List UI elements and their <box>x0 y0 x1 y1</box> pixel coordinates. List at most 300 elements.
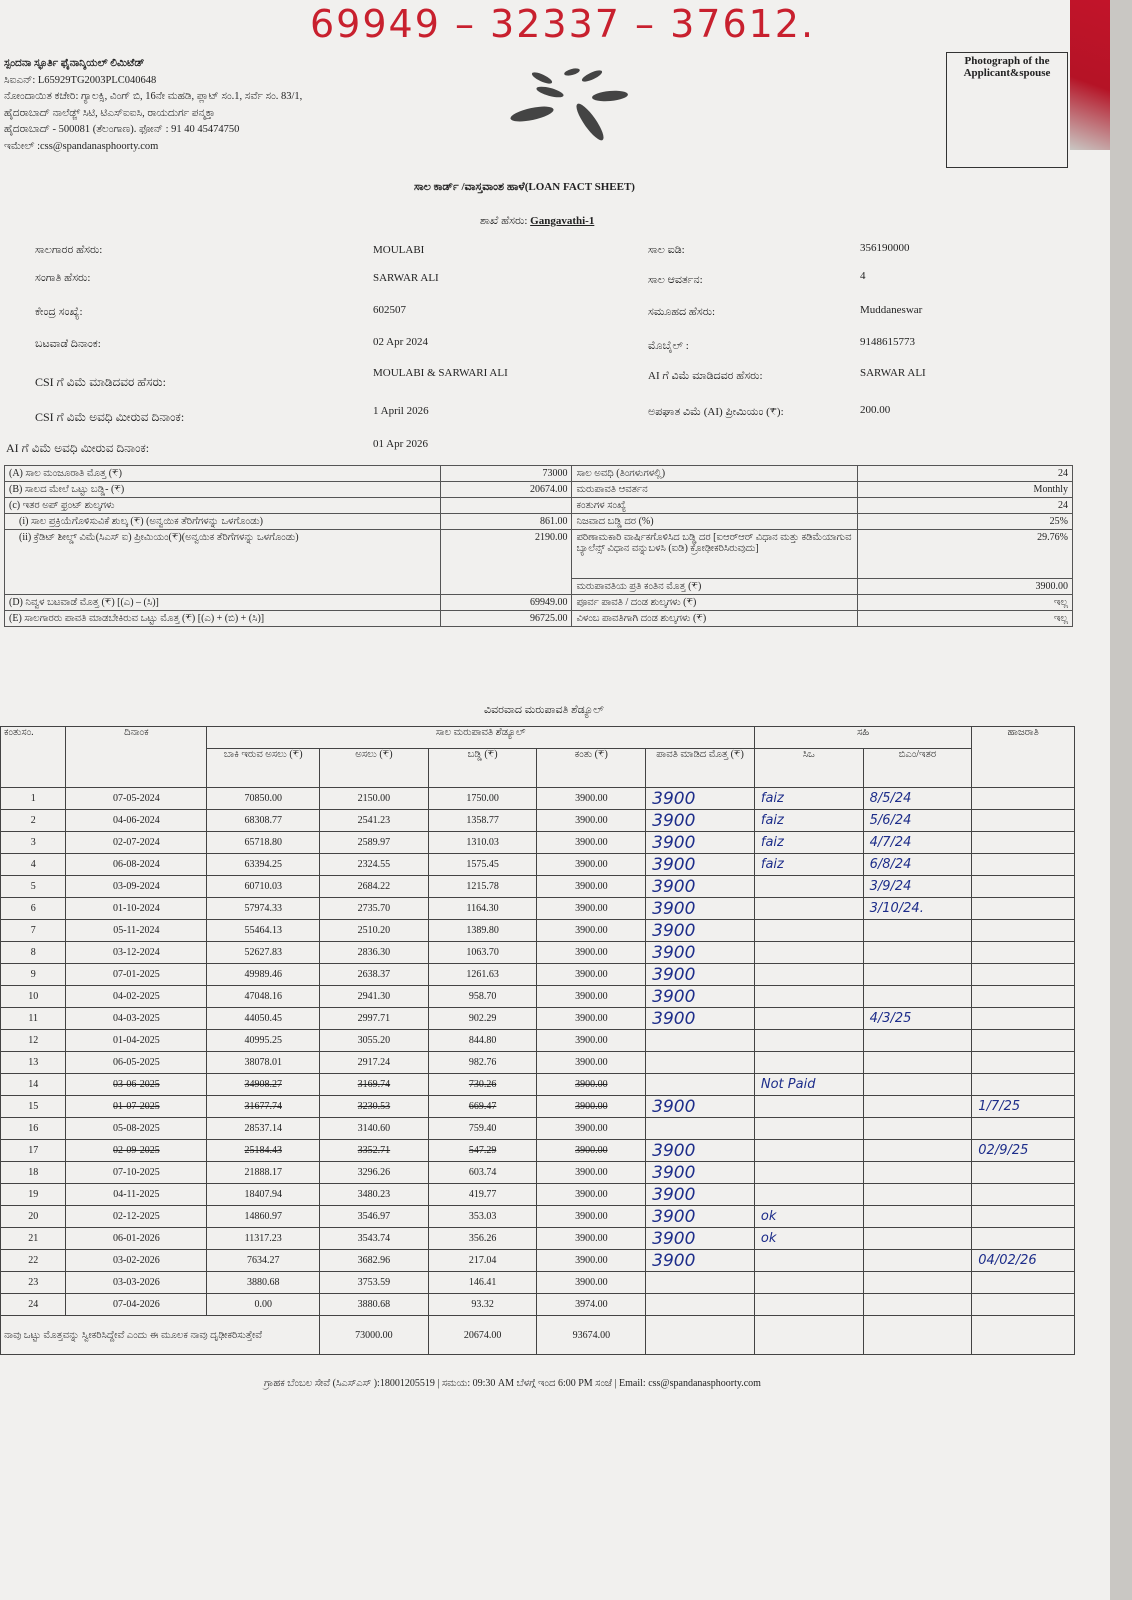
schedule-row <box>1 1294 1075 1316</box>
co-signature: faiz <box>754 832 863 854</box>
installment-amount: 3900.00 <box>537 810 646 832</box>
installment-date: 06-01-2026 <box>66 1228 207 1250</box>
installment-number: 16 <box>1 1118 66 1140</box>
installment-date: 03-03-2026 <box>66 1272 207 1294</box>
paid-amount: 3900 <box>646 832 755 854</box>
paid-amount <box>646 1294 755 1316</box>
interest-amount: 1575.45 <box>428 854 537 876</box>
interest-rate-value: 25% <box>858 514 1073 530</box>
installment-amount: 3900.00 <box>537 1250 646 1272</box>
co-signature <box>754 898 863 920</box>
borrower-name-value: MOULABI <box>373 244 425 256</box>
balance-principal: 49989.46 <box>207 964 320 986</box>
principal-amount: 2735.70 <box>320 898 429 920</box>
bm-signature <box>863 986 972 1008</box>
balance-principal: 40995.25 <box>207 1030 320 1052</box>
installment-number: 5 <box>1 876 66 898</box>
interest-amount: 759.40 <box>428 1118 537 1140</box>
branch-name: Gangavathi-1 <box>530 215 595 227</box>
installment-date: 02-07-2024 <box>66 832 207 854</box>
paid-amount: 3900 <box>646 1250 755 1272</box>
principal-amount: 2150.00 <box>320 788 429 810</box>
bm-signature: 6/8/24 <box>863 854 972 876</box>
date-header: ದಿನಾಂಕ <box>66 727 207 788</box>
bm-signature <box>863 942 972 964</box>
principal-amount: 3880.68 <box>320 1294 429 1316</box>
schedule-row <box>1 1096 1075 1118</box>
balance-principal: 55464.13 <box>207 920 320 942</box>
installment-number: 11 <box>1 1008 66 1030</box>
principal-amount: 2324.55 <box>320 854 429 876</box>
co-signature <box>754 1030 863 1052</box>
installment-amount: 3900.00 <box>537 1096 646 1118</box>
attendance-mark <box>972 1074 1075 1096</box>
interest-amount: 603.74 <box>428 1162 537 1184</box>
csi-insured-label: CSI ಗೆ ವಿಮೆ ಮಾಡಿದವರ ಹೆಸರು: <box>35 375 166 389</box>
installment-number: 3 <box>1 832 66 854</box>
installment-amount: 3900.00 <box>537 986 646 1008</box>
effective-rate-label: ಪರಿಣಾಮಕಾರಿ ವಾರ್ಷಿಕಗೊಳಿಸಿದ ಬಡ್ಡಿ ದರ [ಐಆರ್‌ಆರ್ ವಿಧಾನ ಮತ್ತು ಕಡಿಮೆಯಾಗುವ ಬ್ಯಾಲೆನ್ಸ್ ವಿಧಾನ ವನ್ನುಬಳಸಿ (ಐಡಿ) ಕ್ರೋಢೀಕರಿಸಿರುವುದು] <box>572 530 858 579</box>
schedule-row <box>1 1140 1075 1162</box>
installment-date: 07-01-2025 <box>66 964 207 986</box>
co-signature <box>754 964 863 986</box>
schedule-row <box>1 1008 1075 1030</box>
principal-amount: 2541.23 <box>320 810 429 832</box>
branch-label: ಶಾಖೆ ಹೆಸರು: <box>480 215 528 227</box>
balance-principal: 52627.83 <box>207 942 320 964</box>
csi-expiry-value: 1 April 2026 <box>373 405 429 417</box>
prepayment-charges-value: ಇಲ್ಲ <box>858 595 1073 611</box>
principal-amount: 2684.22 <box>320 876 429 898</box>
balance-principal: 18407.94 <box>207 1184 320 1206</box>
group-name-value: Muddaneswar <box>860 304 923 316</box>
balance-principal: 28537.14 <box>207 1118 320 1140</box>
paid-amount: 3900 <box>646 1184 755 1206</box>
installment-amount: 3900.00 <box>537 832 646 854</box>
bm-signature <box>863 1294 972 1316</box>
paid-amount: 3900 <box>646 898 755 920</box>
installment-date: 04-06-2024 <box>66 810 207 832</box>
disbursement-date-value: 02 Apr 2024 <box>373 336 428 348</box>
installment-number: 24 <box>1 1294 66 1316</box>
schedule-title: ವಿವರವಾದ ಮರುಪಾವತಿ ಶೆಡ್ಯೂಲ್ <box>484 704 604 716</box>
schedule-row <box>1 832 1075 854</box>
installment-number: 14 <box>1 1074 66 1096</box>
attendance-mark: 1/7/25 <box>972 1096 1075 1118</box>
installment-date: 03-09-2024 <box>66 876 207 898</box>
balance-principal: 63394.25 <box>207 854 320 876</box>
prepayment-charges-label: ಪೂರ್ವ ಪಾವತಿ / ದಂಡ ಶುಲ್ಕಗಳು (₹) <box>572 595 858 611</box>
installment-amount: 3900.00 <box>537 942 646 964</box>
principal-amount: 3753.59 <box>320 1272 429 1294</box>
loan-id-value: 356190000 <box>860 242 910 254</box>
co-signature: faiz <box>754 854 863 876</box>
principal-amount: 3296.26 <box>320 1162 429 1184</box>
installment-number: 23 <box>1 1272 66 1294</box>
repayment-frequency-value: Monthly <box>858 482 1073 498</box>
balance-principal: 11317.23 <box>207 1228 320 1250</box>
installments-count-value: 24 <box>858 498 1073 514</box>
paid-amount: 3900 <box>646 1008 755 1030</box>
attendance-mark <box>972 1118 1075 1140</box>
installment-date: 07-10-2025 <box>66 1162 207 1184</box>
paid-amount: 3900 <box>646 788 755 810</box>
total-interest-label: (B) ಸಾಲದ ಮೇಲೆ ಒಟ್ಟು ಬಡ್ಡಿ- (₹) <box>5 482 441 498</box>
schedule-row <box>1 1272 1075 1294</box>
interest-amount: 669.47 <box>428 1096 537 1118</box>
summary-row <box>5 466 1073 482</box>
ai-premium-value: 200.00 <box>860 404 891 416</box>
totals-empty-cell <box>646 1316 755 1355</box>
paid-amount <box>646 1074 755 1096</box>
bm-signature <box>863 1140 972 1162</box>
totals-empty-cell <box>972 1316 1075 1355</box>
center-number-label: ಕೇಂದ್ರ ಸಂಖ್ಯೆ: <box>35 306 83 318</box>
installment-date: 06-08-2024 <box>66 854 207 876</box>
co-signature <box>754 1140 863 1162</box>
company-header <box>4 56 302 155</box>
installment-amount: 3900.00 <box>537 964 646 986</box>
schedule-row <box>1 898 1075 920</box>
bm-signature: 8/5/24 <box>863 788 972 810</box>
center-number-value: 602507 <box>373 304 406 316</box>
installment-amount: 3900.00 <box>537 1272 646 1294</box>
schedule-row <box>1 1162 1075 1184</box>
attendance-mark: 04/02/26 <box>972 1250 1075 1272</box>
total-principal: 73000.00 <box>320 1316 429 1355</box>
balance-principal: 25184.43 <box>207 1140 320 1162</box>
attendance-mark <box>972 854 1075 876</box>
schedule-row <box>1 788 1075 810</box>
co-signature: faiz <box>754 788 863 810</box>
ai-insured-value: SARWAR ALI <box>860 367 926 379</box>
interest-amount: 982.76 <box>428 1052 537 1074</box>
company-cin: ಸಿಐಎನ್: L65929TG2003PLC040648 <box>4 74 157 86</box>
paid-amount: 3900 <box>646 942 755 964</box>
balance-principal: 47048.16 <box>207 986 320 1008</box>
bm-signature <box>863 1206 972 1228</box>
co-signature <box>754 1118 863 1140</box>
balance-header: ಬಾಕಿ ಇರುವ ಅಸಲು (₹) <box>207 749 320 788</box>
interest-amount: 419.77 <box>428 1184 537 1206</box>
installment-amount: 3900.00 <box>537 1140 646 1162</box>
installment-number: 12 <box>1 1030 66 1052</box>
interest-amount: 1358.77 <box>428 810 537 832</box>
document-title: ಸಾಲ ಕಾರ್ಡ್ /ವಾಸ್ತವಾಂಶ ಹಾಳೆ(LOAN FACT SHEET) <box>414 181 635 193</box>
co-signature <box>754 942 863 964</box>
ai-premium-label: ಅಪಘಾತ ವಿಮೆ (AI) ಪ್ರೀಮಿಯಂ (₹): <box>648 406 784 418</box>
co-signature <box>754 1294 863 1316</box>
emi-amount-value: 3900.00 <box>858 579 1073 595</box>
co-signature: faiz <box>754 810 863 832</box>
principal-amount: 3230.53 <box>320 1096 429 1118</box>
attendance-mark <box>972 1206 1075 1228</box>
summary-row <box>5 530 1073 579</box>
installment-amount: 3900.00 <box>537 898 646 920</box>
attendance-mark <box>972 942 1075 964</box>
paid-amount: 3900 <box>646 854 755 876</box>
csi-premium-value: 2190.00 <box>440 530 572 595</box>
paid-amount <box>646 1030 755 1052</box>
paid-amount: 3900 <box>646 1228 755 1250</box>
principal-amount: 3546.97 <box>320 1206 429 1228</box>
installment-number: 17 <box>1 1140 66 1162</box>
balance-principal: 68308.77 <box>207 810 320 832</box>
paid-amount: 3900 <box>646 1140 755 1162</box>
mobile-value: 9148615773 <box>860 336 915 348</box>
background-red-cloth <box>1070 0 1110 150</box>
repayment-schedule-table <box>0 726 1075 1355</box>
paid-amount: 3900 <box>646 986 755 1008</box>
principal-amount: 2836.30 <box>320 942 429 964</box>
interest-amount: 547.29 <box>428 1140 537 1162</box>
interest-amount: 1389.80 <box>428 920 537 942</box>
schedule-row <box>1 1206 1075 1228</box>
attendance-mark <box>972 810 1075 832</box>
schedule-row <box>1 1052 1075 1074</box>
principal-amount: 2997.71 <box>320 1008 429 1030</box>
company-name: ಸ್ಪಂದನಾ ಸ್ಫೂರ್ತಿ ಫೈನಾನ್ಶಿಯಲ್ ಲಿಮಿಟೆಡ್ <box>4 58 145 69</box>
co-signature: Not Paid <box>754 1074 863 1096</box>
installment-number-header: ಕಂತುಸಂ. <box>1 727 66 788</box>
installment-date: 07-04-2026 <box>66 1294 207 1316</box>
installment-amount: 3900.00 <box>537 1118 646 1140</box>
attendance-mark <box>972 1162 1075 1184</box>
paid-amount: 3900 <box>646 1096 755 1118</box>
bm-signature <box>863 920 972 942</box>
schedule-row <box>1 1118 1075 1140</box>
sanction-amount-value: 73000 <box>440 466 572 482</box>
total-payable-value: 96725.00 <box>440 611 572 627</box>
installment-number: 2 <box>1 810 66 832</box>
installment-number: 15 <box>1 1096 66 1118</box>
schedule-group-header: ಸಾಲ ಮರುಪಾವತಿ ಶೆಡ್ಯೂಲ್ <box>207 727 755 749</box>
schedule-row <box>1 920 1075 942</box>
principal-amount: 3682.96 <box>320 1250 429 1272</box>
company-email: ಇಮೇಲ್ :css@spandanasphoorty.com <box>4 140 159 152</box>
installment-date: 05-11-2024 <box>66 920 207 942</box>
installment-date: 01-07-2025 <box>66 1096 207 1118</box>
installment-date: 03-06-2025 <box>66 1074 207 1096</box>
schedule-row <box>1 854 1075 876</box>
principal-amount: 2941.30 <box>320 986 429 1008</box>
installment-number: 6 <box>1 898 66 920</box>
co-signature: ok <box>754 1206 863 1228</box>
installment-amount: 3900.00 <box>537 854 646 876</box>
total-interest: 20674.00 <box>428 1316 537 1355</box>
effective-rate-value: 29.76% <box>858 530 1073 579</box>
bm-signature <box>863 1162 972 1184</box>
installment-amount: 3900.00 <box>537 1228 646 1250</box>
late-payment-charges-value: ಇಲ್ಲ <box>858 611 1073 627</box>
co-signature <box>754 1184 863 1206</box>
installment-number: 8 <box>1 942 66 964</box>
interest-amount: 844.80 <box>428 1030 537 1052</box>
schedule-row <box>1 986 1075 1008</box>
schedule-row <box>1 1184 1075 1206</box>
paid-amount: 3900 <box>646 1162 755 1184</box>
other-charges-label: (c) ಇತರ ಅಪ್ ಫ್ರಂಟ್ ಶುಲ್ಕಗಳು <box>5 498 441 514</box>
installment-number: 10 <box>1 986 66 1008</box>
installment-number: 13 <box>1 1052 66 1074</box>
principal-amount: 3543.74 <box>320 1228 429 1250</box>
balance-principal: 3880.68 <box>207 1272 320 1294</box>
installment-amount: 3900.00 <box>537 1052 646 1074</box>
interest-amount: 1261.63 <box>428 964 537 986</box>
schedule-totals-row <box>1 1316 1075 1355</box>
installment-number: 18 <box>1 1162 66 1184</box>
schedule-row <box>1 1250 1075 1272</box>
loan-term-label: ಸಾಲ ಅವಧಿ (ತಿಂಗಳುಗಳಲ್ಲಿ) <box>572 466 858 482</box>
bm-signature <box>863 1228 972 1250</box>
principal-amount: 3055.20 <box>320 1030 429 1052</box>
bm-signature <box>863 1184 972 1206</box>
interest-amount: 1215.78 <box>428 876 537 898</box>
installment-date: 04-02-2025 <box>66 986 207 1008</box>
schedule-row <box>1 1030 1075 1052</box>
totals-empty-cell <box>863 1316 972 1355</box>
loan-term-value: 24 <box>858 466 1073 482</box>
interest-rate-label: ನಿಜವಾದ ಬಡ್ಡಿ ದರ (%) <box>572 514 858 530</box>
signature-header: ಸಹಿ <box>754 727 971 749</box>
interest-amount: 902.29 <box>428 1008 537 1030</box>
attendance-mark <box>972 876 1075 898</box>
principal-header: ಅಸಲು (₹) <box>320 749 429 788</box>
bm-signature <box>863 1096 972 1118</box>
bm-signature: 3/9/24 <box>863 876 972 898</box>
co-signature <box>754 1162 863 1184</box>
bm-signature <box>863 1052 972 1074</box>
late-payment-charges-label: ವಿಳಂಬ ಪಾವತಿಗಾಗಿ ದಂಡ ಶುಲ್ಕಗಳು (₹) <box>572 611 858 627</box>
sanction-amount-label: (A) ಸಾಲ ಮಂಜೂರಾತಿ ಮೊತ್ತ (₹) <box>5 466 441 482</box>
installment-amount: 3900.00 <box>537 1206 646 1228</box>
paid-amount: 3900 <box>646 920 755 942</box>
installment-number: 7 <box>1 920 66 942</box>
paid-amount: 3900 <box>646 964 755 986</box>
photo-box-label: Photograph of the Applicant&spouse <box>963 55 1051 79</box>
attendance-mark <box>972 1052 1075 1074</box>
co-signature <box>754 1008 863 1030</box>
totals-confirmation-label: ನಾವು ಒಟ್ಟು ಮೊತ್ತವನ್ನು ಸ್ವೀಕರಿಸಿದ್ದೇವೆ ಎಂದು ಈ ಮೂಲಕ ನಾವು ದೃಢೀಕರಿಸುತ್ತೇವೆ <box>1 1316 320 1355</box>
paid-amount <box>646 1118 755 1140</box>
attendance-mark: 02/9/25 <box>972 1140 1075 1162</box>
repayment-frequency-label: ಮರುಪಾವತಿ ಆವರ್ತನ <box>572 482 858 498</box>
attendance-mark <box>972 1294 1075 1316</box>
interest-amount: 1310.03 <box>428 832 537 854</box>
installment-date: 01-04-2025 <box>66 1030 207 1052</box>
attendance-mark <box>972 1030 1075 1052</box>
installment-amount: 3900.00 <box>537 920 646 942</box>
balance-principal: 60710.03 <box>207 876 320 898</box>
principal-amount: 2589.97 <box>320 832 429 854</box>
total-interest-value: 20674.00 <box>440 482 572 498</box>
company-address-line2: ಹೈದರಾಬಾದ್ ನಾಲೆಡ್ಜ್ ಸಿಟಿ, ಟಿಎಸ್ಐಐಸಿ, ರಾಯದುರ್ಗ ಪನ್ಮಕ್ತಾ <box>4 107 216 119</box>
balance-principal: 14860.97 <box>207 1206 320 1228</box>
principal-amount: 3140.60 <box>320 1118 429 1140</box>
attendance-header: ಹಾಜರಾತಿ <box>972 727 1075 788</box>
schedule-row <box>1 810 1075 832</box>
attendance-mark <box>972 832 1075 854</box>
attendance-mark <box>972 1184 1075 1206</box>
balance-principal: 21888.17 <box>207 1162 320 1184</box>
ai-expiry-value: 01 Apr 2026 <box>373 438 428 450</box>
summary-row <box>5 498 1073 514</box>
interest-amount: 93.32 <box>428 1294 537 1316</box>
summary-row <box>5 514 1073 530</box>
schedule-row <box>1 1074 1075 1096</box>
interest-amount: 1164.30 <box>428 898 537 920</box>
installment-amount: 3900.00 <box>537 1074 646 1096</box>
installment-number: 22 <box>1 1250 66 1272</box>
attendance-mark <box>972 986 1075 1008</box>
attendance-mark <box>972 1008 1075 1030</box>
attendance-mark <box>972 964 1075 986</box>
total-installment: 93674.00 <box>537 1316 646 1355</box>
installment-date: 06-05-2025 <box>66 1052 207 1074</box>
balance-principal: 31677.74 <box>207 1096 320 1118</box>
balance-principal: 7634.27 <box>207 1250 320 1272</box>
group-name-label: ಸಮೂಹದ ಹೆಸರು: <box>648 306 716 318</box>
co-signature <box>754 1052 863 1074</box>
balance-principal: 34908.27 <box>207 1074 320 1096</box>
installment-number: 1 <box>1 788 66 810</box>
installment-number: 9 <box>1 964 66 986</box>
co-signature <box>754 1272 863 1294</box>
installment-header: ಕಂತು (₹) <box>537 749 646 788</box>
bm-signature: 5/6/24 <box>863 810 972 832</box>
schedule-row <box>1 1228 1075 1250</box>
company-address-line3: ಹೈದರಾಬಾದ್ - 500081 (ತೆಲಂಗಾಣ). ಫೋನ್ : 91 40 45474750 <box>4 124 240 135</box>
paid-amount: 3900 <box>646 1206 755 1228</box>
bm-signature <box>863 1272 972 1294</box>
interest-amount: 146.41 <box>428 1272 537 1294</box>
installment-amount: 3974.00 <box>537 1294 646 1316</box>
bm-signature: 4/7/24 <box>863 832 972 854</box>
summary-row <box>5 595 1073 611</box>
borrower-name-label: ಸಾಲಗಾರರ ಹೆಸರು: <box>35 244 103 256</box>
interest-amount: 1750.00 <box>428 788 537 810</box>
schedule-header-row <box>1 727 1075 749</box>
principal-amount: 3169.74 <box>320 1074 429 1096</box>
balance-principal: 57974.33 <box>207 898 320 920</box>
schedule-row <box>1 942 1075 964</box>
loan-summary-table <box>4 465 1073 627</box>
net-disbursement-value: 69949.00 <box>440 595 572 611</box>
interest-amount: 730.26 <box>428 1074 537 1096</box>
interest-amount: 353.03 <box>428 1206 537 1228</box>
ai-insured-label: AI ಗೆ ವಿಮೆ ಮಾಡಿದವರ ಹೆಸರು: <box>648 370 763 382</box>
emi-amount-label: ಮರುಪಾವತಿಯ ಪ್ರತಿ ಕಂತಿನ ಮೊತ್ತ (₹) <box>572 579 858 595</box>
spouse-name-value: SARWAR ALI <box>373 272 439 284</box>
installment-amount: 3900.00 <box>537 876 646 898</box>
principal-amount: 2638.37 <box>320 964 429 986</box>
co-signature-header: ಸಿಒ <box>754 749 863 788</box>
csi-premium-label: (ii) ಕ್ರೆಡಿಟ್ ಶೀಲ್ಡ್ ವಿಮೆ(ಸಿಎಸ್ ಐ) ಪ್ರೀಮಿಯಂ(₹)(ಅನ್ವಯಿಕ ತೆರಿಗೆಗಳನ್ನು ಒಳಗೊಂಡು) <box>5 530 441 595</box>
paid-amount: 3900 <box>646 810 755 832</box>
interest-amount: 356.26 <box>428 1228 537 1250</box>
installment-number: 21 <box>1 1228 66 1250</box>
installment-date: 04-11-2025 <box>66 1184 207 1206</box>
installment-amount: 3900.00 <box>537 1184 646 1206</box>
schedule-row <box>1 964 1075 986</box>
installment-date: 04-03-2025 <box>66 1008 207 1030</box>
co-signature <box>754 1096 863 1118</box>
installment-amount: 3900.00 <box>537 1008 646 1030</box>
balance-principal: 65718.80 <box>207 832 320 854</box>
ai-expiry-label: AI ಗೆ ವಿಮೆ ಅವಧಿ ಮೀರುವ ದಿನಾಂಕ: <box>6 441 150 455</box>
mobile-label: ಮೊಬೈಲ್ : <box>648 340 689 352</box>
installment-date: 01-10-2024 <box>66 898 207 920</box>
